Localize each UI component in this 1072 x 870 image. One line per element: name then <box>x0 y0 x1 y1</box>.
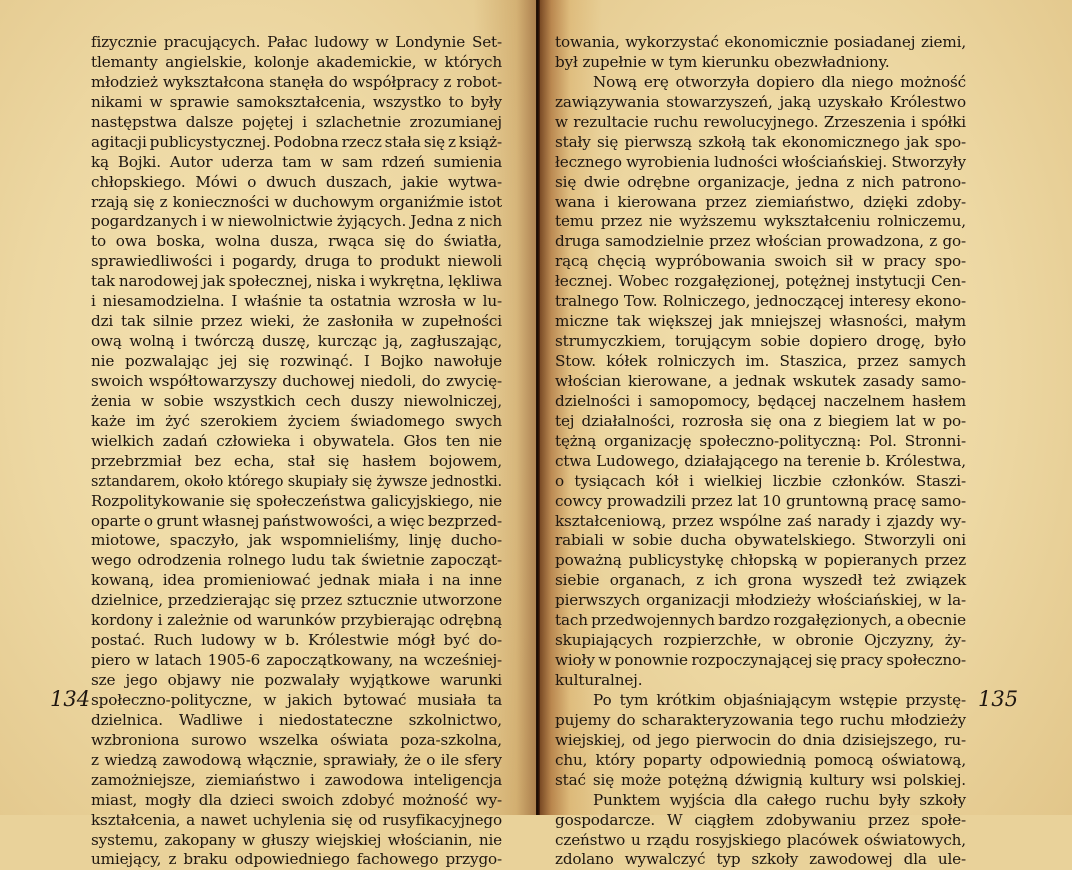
text-line: oparte o grunt własnej państwowości, a więc bezprzed- <box>91 511 502 530</box>
text-line: siebie organach, z ich grona wyszedł też związek <box>555 571 966 590</box>
left-page-number: 134 <box>50 687 91 711</box>
text-line: towania, wykorzystać ekonomicznie posiadanej ziemi, <box>555 33 966 51</box>
text-line: dzielnice, przedzierając się przez sztucznie utworzone <box>91 591 502 610</box>
text-line: miast, mogły dla dzieci swoich zdobyć możność wy- <box>91 790 502 809</box>
text-line: z wiedzą zawodową włącznie, sprawiały, że o ile sfery <box>91 750 502 769</box>
text-line: kordony i zależnie od warunków przybierając odrębną <box>91 611 502 630</box>
text-line: sze jego objawy nie pozwalały wyjątkowe warunki <box>91 671 502 689</box>
text-line: gospodarcze. W ciągłem zdobywaniu przez społe- <box>555 810 966 829</box>
left-page-text <box>91 33 502 870</box>
text-line: miczne tak większej jak mniejszej własności, małym <box>555 312 966 331</box>
text-line: pogardzanych i w niewolnictwie żyjących. Jedna z nich <box>91 212 502 231</box>
text-line: kulturalnej. <box>555 671 643 689</box>
right-page-number: 135 <box>978 687 1019 711</box>
text-line: temu przez nie wyższemu wykształceniu rolniczemu, <box>555 212 966 231</box>
text-line: skupiających rozpierzchłe, w obronie Ojczyzny, ży- <box>555 631 966 650</box>
text-line: pierwszych organizacji młodzieży włościańskiej, w la- <box>555 591 966 610</box>
text-line: każe im żyć szerokiem życiem świadomego swych <box>91 411 502 430</box>
text-line: nie pozwalając jej się rozwinąć. I Bojko nawołuje <box>91 352 502 370</box>
text-line: tężną organizację społeczno-polityczną: Pol. Stronni- <box>555 431 966 450</box>
text-line: sprawiedliwości i pogardy, druga to produkt niewoli <box>91 252 502 271</box>
text-line: agitacji publicystycznej. Podobna rzecz stała się z książ- <box>91 132 502 151</box>
text-line: wiejskiej, od jego pierwocin do dnia dzisiejszego, ru- <box>555 730 966 749</box>
text-line: wego odrodzenia rolnego ludu tak świetnie zapocząt- <box>91 551 502 570</box>
text-line: kształceniową, przez wspólne zaś narady i zjazdy wy- <box>555 511 966 530</box>
text-line: społeczno-polityczne, w jakich bytować musiała ta <box>91 690 502 709</box>
text-line: rzają się z konieczności w duchowym organiźmie istot <box>91 192 502 211</box>
text-line: tak narodowej jak społecznej, niska i wykrętna, lękliwa <box>91 272 502 291</box>
text-line: swoich współtowarzyszy duchowej niedoli, do zwycię- <box>91 371 502 390</box>
text-line: ctwa Ludowego, działającego na terenie b. Królestwa, <box>555 451 966 470</box>
text-line: fizycznie pracujących. Pałac ludowy w Londynie Set- <box>91 33 502 51</box>
text-line: się dwie odrębne organizacje, jedna z nich patrono- <box>555 172 966 191</box>
text-line: zamożniejsze, ziemiaństwo i zawodowa inteligencja <box>91 770 502 789</box>
text-line: to owa boska, wolna dusza, rwąca się do światła, <box>91 232 502 251</box>
text-line: dzielności i samopomocy, będącej naczelnem hasłem <box>555 391 966 410</box>
text-line: zawiązywania stowarzyszeń, jaką uzyskało Królestwo <box>555 92 966 111</box>
text-line: Rozpolitykowanie się społeczeństwa galicyjskiego, nie <box>91 491 502 510</box>
text-line: w rezultacie ruchu rewolucyjnego. Zrzeszenia i spółki <box>555 112 966 131</box>
right-page-text <box>555 33 966 870</box>
text-line: ową wolną i twórczą duszę, kurcząc ją, zagłuszając, <box>91 332 502 351</box>
text-line: dzielnica. Wadliwe i niedostateczne szkolnictwo, <box>91 710 502 729</box>
text-line: chu, który poparty odpowiednią pomocą oświatową, <box>555 750 966 769</box>
text-line: wielkich zadań człowieka i obywatela. Głos ten nie <box>91 431 502 450</box>
text-line: tralnego Tow. Rolniczego, jednoczącej interesy ekono- <box>555 292 966 311</box>
text-line: systemu, zakopany w głuszy wiejskiej włościanin, nie <box>91 830 502 849</box>
text-line: Po tym krótkim objaśniającym wstępie przystę- <box>593 690 966 709</box>
text-line: czeństwo u rządu rosyjskiego placówek oświatowych, <box>555 830 966 849</box>
right-page <box>538 0 1072 869</box>
text-line: tlemanty angielskie, kolonje akademickie, w których <box>91 52 502 71</box>
text-line: stać się może potężną dźwignią kultury wsi polskiej. <box>555 770 966 789</box>
text-line: i niesamodzielna. I właśnie ta ostatnia wzrosła w lu- <box>91 292 502 311</box>
text-line: cowcy prowadzili przez lat 10 gruntowną pracę samo- <box>555 491 966 510</box>
text-line: miotowe, spaczyło, jak wspomnieliśmy, linję ducho- <box>91 531 502 550</box>
text-line: kształcenia, a nawet uchylenia się od rusyfikacyjnego <box>91 810 502 829</box>
text-line: Punktem wyjścia dla całego ruchu były szkoły <box>593 790 966 809</box>
text-line: tach przedwojennych bardzo rozgałęzionych, a obecnie <box>555 611 966 630</box>
text-line: łecznej. Wobec rozgałęzionej, potężnej instytucji Cen- <box>555 272 966 291</box>
text-line: dzi tak silnie przez wieki, że zasłoniła w zupełności <box>91 312 502 331</box>
text-line: chłopskiego. Mówi o dwuch duszach, jakie wytwa- <box>91 172 502 191</box>
text-line: nikami w sprawie samokształcenia, wszystko to były <box>91 92 502 111</box>
text-line: pujemy do scharakteryzowania tego ruchu młodzieży <box>555 710 966 729</box>
text-line: o tysiącach kół i wielkiej liczbie członków. Staszi- <box>555 471 966 490</box>
text-line: druga samodzielnie przez włościan prowadzona, z go- <box>555 232 966 251</box>
text-line: poważną publicystykę chłopską w popieranych przez <box>555 551 966 570</box>
text-line: stały się pierwszą szkołą tak ekonomicznego jak spo- <box>555 132 966 151</box>
text-line: sztandarem, około którego skupiały się żywsze jednostki. <box>91 471 502 490</box>
text-line: żenia w sobie wszystkich cech duszy niewolniczej, <box>91 391 502 410</box>
text-line: ką Bojki. Autor uderza tam w sam rdzeń sumienia <box>91 152 502 171</box>
text-line: zdolano wywalczyć typ szkoły zawodowej dla ule- <box>555 850 966 869</box>
text-line: Stow. kółek rolniczych im. Staszica, przez samych <box>555 352 966 370</box>
text-line: tej działalności, rozrosła się ona z biegiem lat w po- <box>555 411 966 430</box>
text-line: postać. Ruch ludowy w b. Królestwie mógł być do- <box>91 631 502 650</box>
text-line: łecznego wyrobienia ludności włościańskiej. Stworzyły <box>555 152 966 171</box>
text-line: wzbroniona surowo wszelka oświata poza-szkolna, <box>91 730 502 749</box>
text-line: rącą chęcią wypróbowania swoich sił w pracy spo- <box>555 252 966 271</box>
text-line: kowaną, idea promieniować jednak miała i na inne <box>91 571 502 590</box>
text-line: wioły w ponownie rozpoczynającej się pracy społeczno- <box>555 651 966 670</box>
text-line: następstwa dalsze pojętej i szlachetnie zrozumianej <box>91 112 502 131</box>
text-line: włościan kierowane, a jednak wskutek zasady samo- <box>555 371 966 390</box>
text-line: piero w latach 1905-6 zapoczątkowany, na wcześniej- <box>91 651 502 670</box>
text-line: rabiali w sobie ducha obywatelskiego. Stworzyli oni <box>555 531 966 550</box>
text-line: Nową erę otworzyła dopiero dla niego możność <box>593 72 966 91</box>
text-line: umiejący, z braku odpowiedniego fachowego przygo- <box>91 850 502 869</box>
text-line: przebrzmiał bez echa, stał się hasłem bojowem, <box>91 451 502 470</box>
book-gutter <box>536 0 540 815</box>
text-line: wana i kierowana przez ziemiaństwo, dzięki zdoby- <box>555 192 966 211</box>
text-line: młodzież wykształcona stanęła do współpracy z robot- <box>91 72 502 91</box>
text-line: strumyczkiem, torującym sobie dopiero drogę, było <box>555 332 966 351</box>
text-line: był zupełnie w tym kierunku obezwładniony. <box>555 52 890 71</box>
